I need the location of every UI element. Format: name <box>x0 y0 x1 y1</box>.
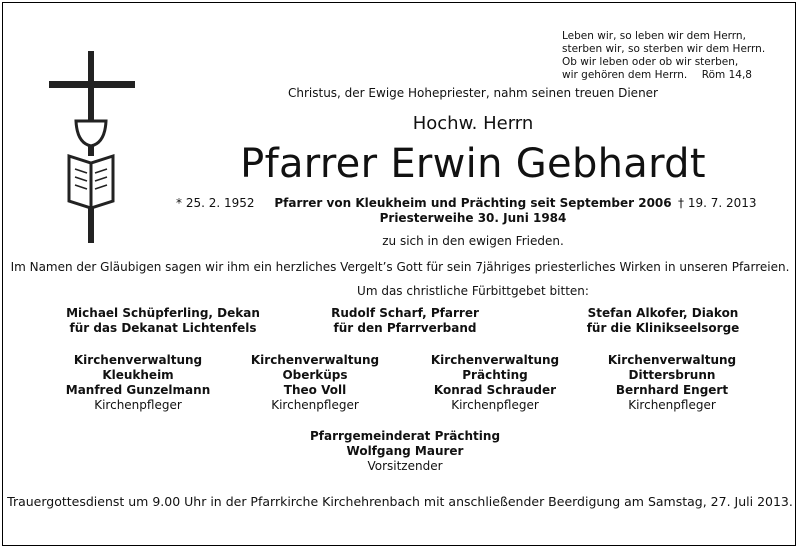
admin-place: Prächting <box>462 368 528 382</box>
bible-verse <box>562 30 766 82</box>
admin-org: Kirchenverwaltung <box>73 353 203 367</box>
honorific: Hochw. Herrn <box>412 113 534 134</box>
death-date: † 19. 7. 2013 <box>678 196 757 210</box>
administration-oberkueps <box>235 353 395 413</box>
signatory-dean <box>33 306 293 336</box>
birth-date: * 25. 2. 1952 <box>176 196 255 210</box>
parish-council <box>275 429 535 474</box>
signatory-pastor <box>275 306 535 336</box>
obituary-notice <box>2 2 796 546</box>
thanks-text: Im Namen der Gläubigen sagen wir ihm ein herzliches Vergelt’s Gott für sein 7jähriges priesterliches Wirken in unseren Pfarreien. <box>10 260 790 274</box>
council-person: Wolfgang Maurer <box>346 444 464 458</box>
signatory-role: für die Klinikseelsorge <box>586 321 740 335</box>
admin-title: Kirchenpfleger <box>94 398 182 412</box>
admin-place: Dittersbrunn <box>628 368 716 382</box>
cross-chalice-book-icon <box>43 51 139 243</box>
admin-org: Kirchenverwaltung <box>430 353 560 367</box>
ordination-date: Priesterweihe 30. Juni 1984 <box>379 211 567 225</box>
admin-org: Kirchenverwaltung <box>607 353 737 367</box>
peace-text: zu sich in den ewigen Frieden. <box>382 234 564 248</box>
verse-line: wir gehören dem Herrn. <box>562 69 688 81</box>
verse-reference: Röm 14,8 <box>701 69 752 81</box>
admin-title: Kirchenpfleger <box>271 398 359 412</box>
signatory-name: Michael Schüpferling, Dekan <box>66 306 260 320</box>
admin-person: Bernhard Engert <box>615 383 729 397</box>
role-text: Pfarrer von Kleukheim und Prächting seit September 2006 <box>274 196 672 210</box>
prayer-request: Um das christliche Fürbittgebet bitten: <box>357 284 589 298</box>
administration-praechting <box>415 353 575 413</box>
admin-title: Kirchenpfleger <box>451 398 539 412</box>
signatory-deacon <box>533 306 793 336</box>
verse-line: sterben wir, so sterben wir dem Herrn. <box>562 43 766 55</box>
admin-place: Oberküps <box>282 368 348 382</box>
admin-title: Kirchenpfleger <box>628 398 716 412</box>
admin-place: Kleukheim <box>102 368 174 382</box>
council-title: Vorsitzender <box>367 459 443 473</box>
admin-person: Theo Voll <box>283 383 347 397</box>
deceased-name: Pfarrer Erwin Gebhardt <box>240 141 706 187</box>
signatory-role: für das Dekanat Lichtenfels <box>69 321 257 335</box>
administration-dittersbrunn <box>592 353 752 413</box>
funeral-service-text: Trauergottesdienst um 9.00 Uhr in der Pfarrkirche Kirchehrenbach mit anschließender Beerdigung am Samstag, 27. Juli 2013. <box>7 494 793 509</box>
signatory-role: für den Pfarrverband <box>333 321 477 335</box>
admin-org: Kirchenverwaltung <box>250 353 380 367</box>
verse-line: Leben wir, so leben wir dem Herrn, <box>562 30 746 42</box>
signatory-name: Stefan Alkofer, Diakon <box>587 306 739 320</box>
signatory-name: Rudolf Scharf, Pfarrer <box>331 306 479 320</box>
administration-kleukheim <box>58 353 218 413</box>
admin-person: Manfred Gunzelmann <box>65 383 211 397</box>
verse-line: Ob wir leben oder ob wir sterben, <box>562 56 739 68</box>
intro-text: Christus, der Ewige Hohepriester, nahm seinen treuen Diener <box>287 86 658 100</box>
council-org: Pfarrgemeinderat Prächting <box>309 429 501 443</box>
admin-person: Konrad Schrauder <box>433 383 557 397</box>
